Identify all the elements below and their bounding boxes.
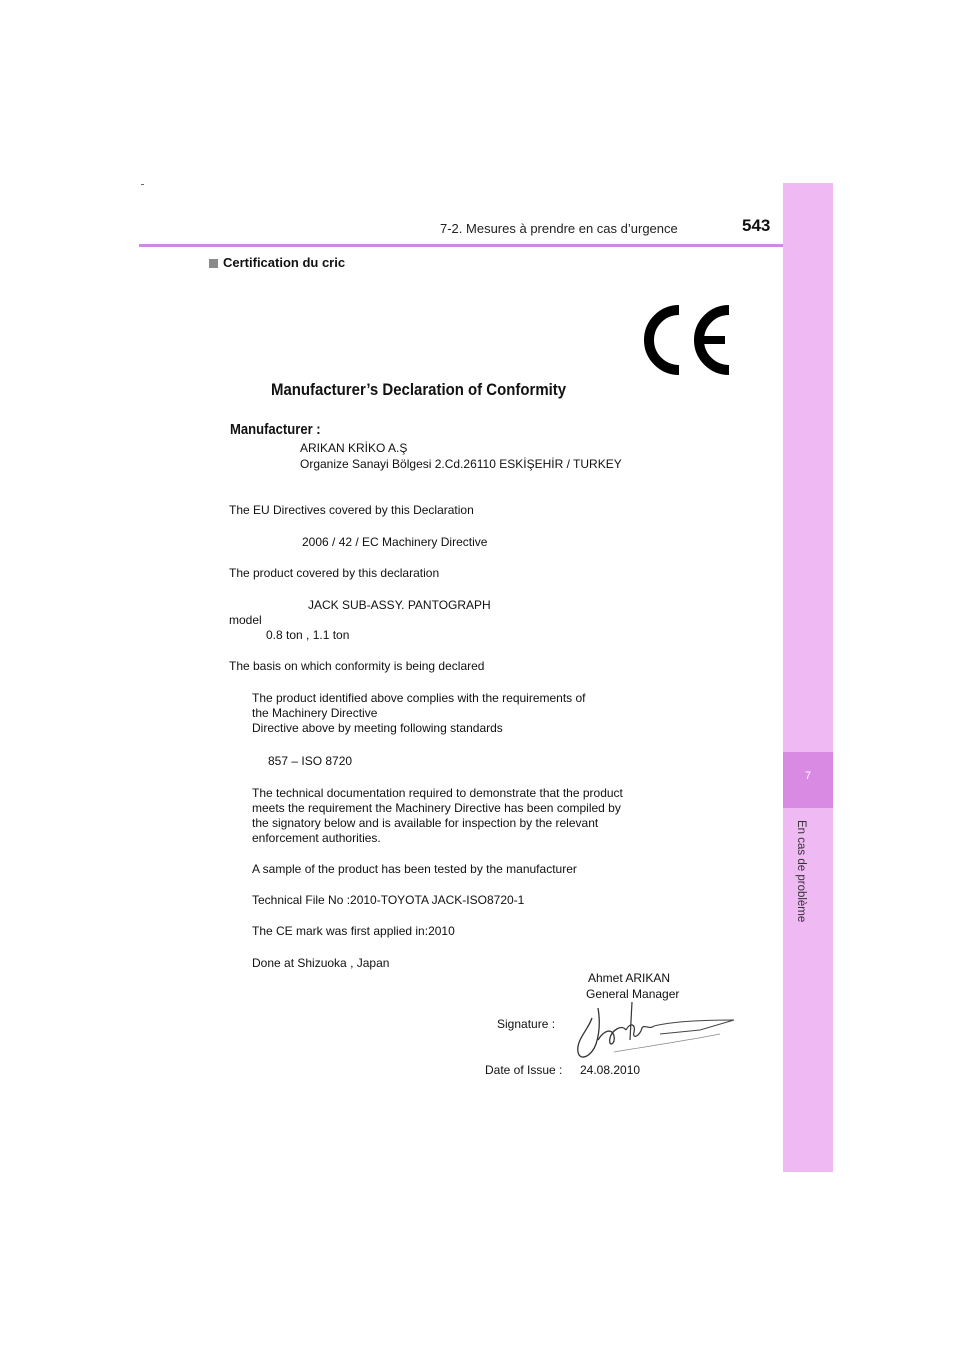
basis-line: Directive above by meeting following standards: [252, 721, 503, 735]
product-heading: The product covered by this declaration: [229, 566, 440, 580]
chapter-number: 7: [804, 770, 812, 782]
section-title: Certification du cric: [223, 255, 346, 270]
signatory-title: General Manager: [586, 987, 680, 1001]
tech-doc-line: meets the requirement the Machinery Directive has been compiled by: [252, 801, 621, 815]
model-values: 0.8 ton , 1.1 ton: [266, 628, 350, 642]
basis-line: The product identified above complies with the requirements of: [252, 691, 586, 705]
basis-line: the Machinery Directive: [252, 706, 378, 720]
directive-value: 2006 / 42 / EC Machinery Directive: [302, 535, 488, 549]
sample-tested-statement: A sample of the product has been tested by the manufacturer: [252, 862, 577, 876]
tech-doc-line: the signatory below and is available for inspection by the relevant: [252, 816, 599, 830]
manufacturer-address: Organize Sanayi Bölgesi 2.Cd.26110 ESKİŞEHİR / TURKEY: [300, 457, 622, 471]
chapter-title: En cas de problème: [795, 820, 807, 923]
chapter-side-tab: [783, 183, 833, 1172]
basis-heading: The basis on which conformity is being declared: [229, 659, 485, 673]
basis-block: [252, 691, 586, 736]
technical-documentation-block: [252, 786, 623, 846]
page-number: 543: [742, 216, 771, 235]
manufacturer-name: ARIKAN KRİKO A.Ş: [300, 441, 408, 455]
date-of-issue-label: Date of Issue :: [485, 1063, 563, 1077]
header-section-title: 7-2. Mesures à prendre en cas d’urgence: [440, 221, 678, 236]
page-corner-mark: [141, 184, 144, 185]
tech-doc-line: enforcement authorities.: [252, 831, 381, 845]
section-bullet-icon: [209, 259, 218, 268]
standard-value: 857 – ISO 8720: [268, 754, 353, 768]
declaration-title: Manufacturer’s Declaration of Conformity: [271, 380, 567, 399]
ce-mark-logo: [641, 305, 733, 375]
technical-file-number: Technical File No :2010-TOYOTA JACK-ISO8720-1: [252, 893, 525, 907]
tech-doc-line: The technical documentation required to demonstrate that the product: [252, 786, 623, 800]
handwritten-signature: [570, 1000, 740, 1062]
done-at-location: Done at Shizuoka , Japan: [252, 956, 390, 970]
manufacturer-label: Manufacturer :: [230, 422, 321, 438]
model-label: model: [229, 613, 262, 627]
signature-label: Signature :: [497, 1017, 556, 1031]
header-divider: [139, 244, 832, 247]
directives-heading: The EU Directives covered by this Declaration: [229, 503, 474, 517]
product-name: JACK SUB-ASSY. PANTOGRAPH: [308, 598, 491, 612]
ce-first-applied: The CE mark was first applied in:2010: [252, 924, 455, 938]
date-of-issue-value: 24.08.2010: [580, 1063, 641, 1077]
signatory-name: Ahmet ARIKAN: [588, 971, 671, 985]
